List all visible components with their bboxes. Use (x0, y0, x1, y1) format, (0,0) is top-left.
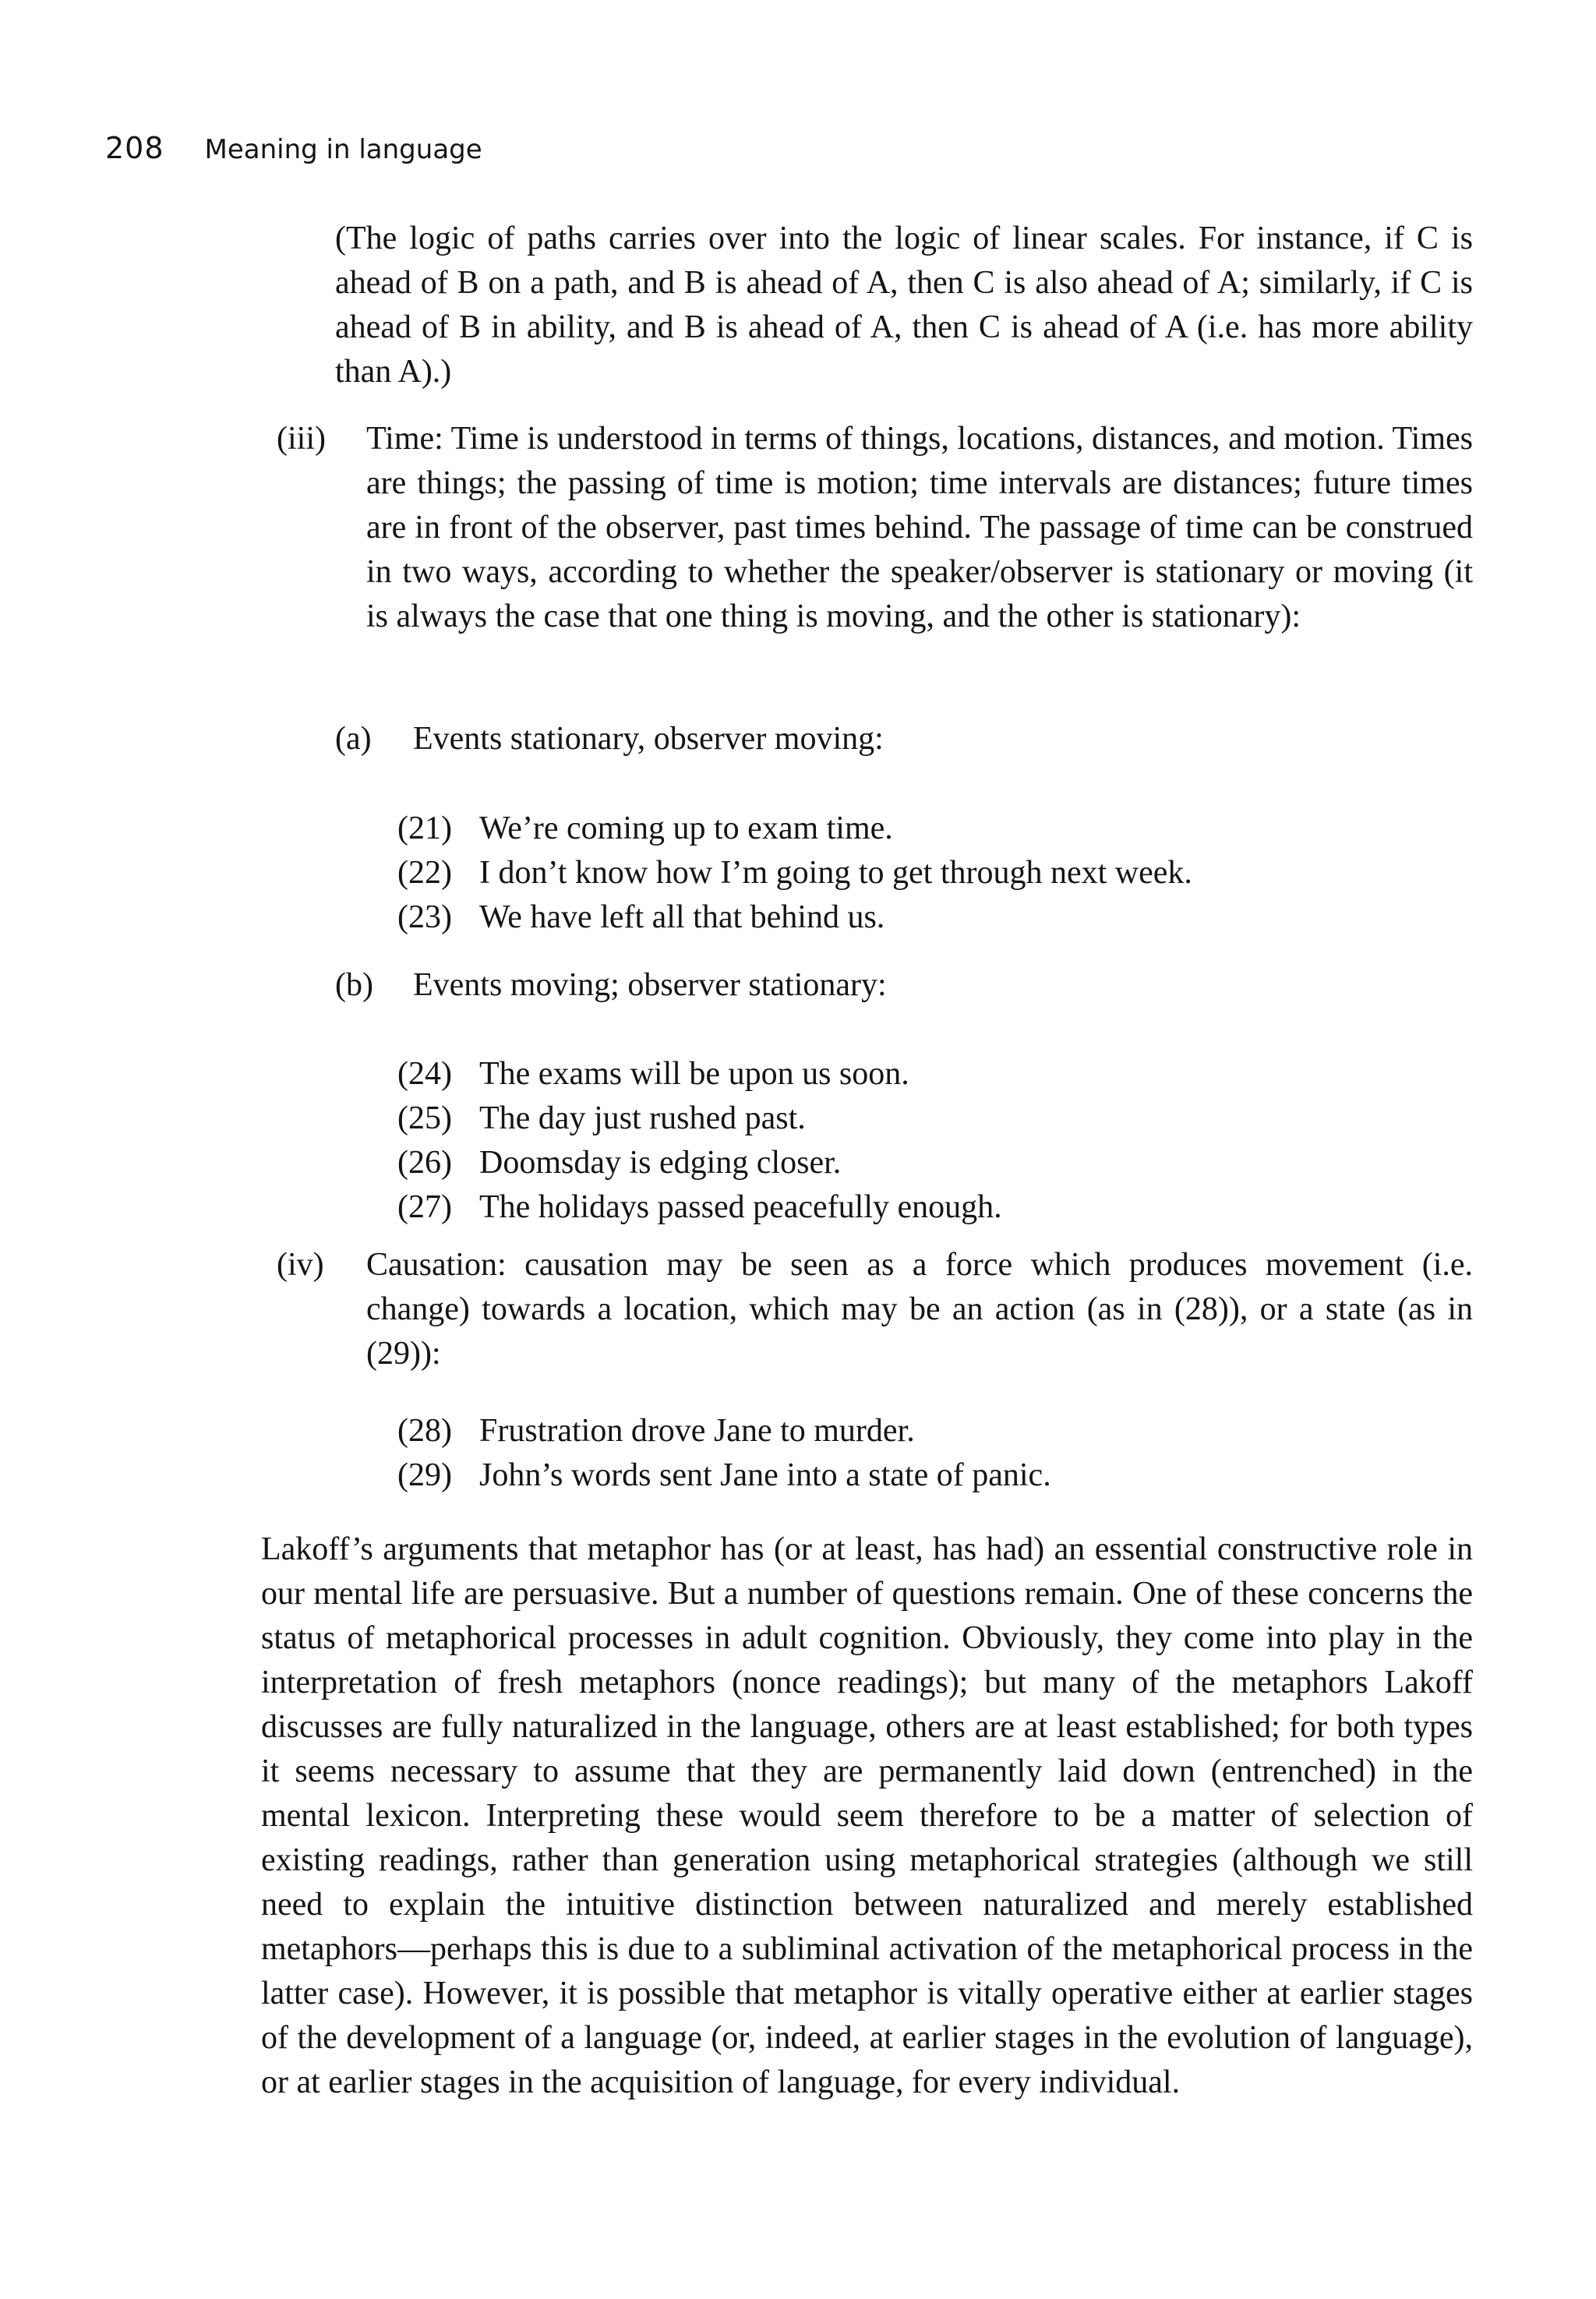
sub-heading-label: (a) (335, 721, 372, 757)
example-number: (24) (397, 1056, 452, 1092)
example-number: (23) (397, 899, 452, 935)
example-text: We’re coming up to exam time. (479, 810, 893, 846)
example-row (397, 851, 1473, 895)
example-number: (21) (397, 810, 452, 846)
sub-heading-text: Events moving; observer stationary: (413, 967, 887, 1003)
example-row (397, 1097, 1473, 1141)
sub-heading-a (335, 717, 884, 761)
example-row (397, 1409, 1473, 1453)
example-text: The holidays passed peacefully enough. (479, 1189, 1002, 1225)
sub-heading-text: Events stationary, observer moving: (413, 721, 884, 757)
example-text: We have left all that behind us. (479, 899, 885, 935)
running-head: Meaning in language (204, 134, 482, 165)
sub-heading-b (335, 963, 887, 1008)
example-number: (26) (397, 1145, 452, 1181)
example-row (397, 895, 1473, 940)
list-item-text: Causation: causation may be seen as a force which produces movement (i.e. change) towards a location, which may be an action (as in (28)), or a state (as in (29)): (366, 1247, 1473, 1372)
example-row (397, 1453, 1473, 1498)
list-item-label: (iii) (277, 421, 326, 457)
examples-group-a (397, 807, 1473, 940)
example-row (397, 1052, 1473, 1097)
sub-heading-label: (b) (335, 967, 373, 1003)
paragraph-lakoff-arguments: Lakoff’s arguments that metaphor has (or at least, has had) an essential constructive role in our mental life are persuasive. But a number of questions remain. One of these concerns the status of metaphorical processes in adult cognition. Obviously, they come into play in the interpretation of fresh metaphors (nonce readings); but many of the metaphors Lakoff discusses are fully naturalized in the language, others are at least established; for both types it seems necessary to assume that they are permanently laid down (entrenched) in the mental lexicon. Interpreting these would seem therefore to be a matter of selection of existing readings, rather than generation using metaphorical strategies (although we still need to explain the intuitive distinction between naturalized and merely established metaphors—perhaps this is due to a subliminal activation of the metaphorical process in the latter case). However, it is possible that metaphor is vitally operative either at earlier stages of the development of a language (or, indeed, at earlier stages in the evolution of language), or at earlier stages in the acquisition of language, for every individual. (261, 1531, 1473, 2100)
list-item-text: Time: Time is understood in terms of things, locations, distances, and motion. Times are things; the passing of time is motion; time intervals are distances; future times are in front of the observer, past times behind. The passage of time can be construed in two ways, according to whether the speaker/observer is stationary or moving (it is always the case that one thing is moving, and the other is stationary): (366, 421, 1473, 634)
example-number: (27) (397, 1189, 452, 1225)
example-text: John’s words sent Jane into a state of panic. (479, 1457, 1051, 1493)
paragraph-logic-of-paths: (The logic of paths carries over into the logic of linear scales. For instance, if C is ahead of B on a path, and B is ahead of A, then C is also ahead of A; similarly, if C is ahead of B in ability, and B is ahead of A, then C is ahead of A (i.e. has more ability than A).) (335, 221, 1473, 390)
examples-group-b (397, 1052, 1473, 1230)
example-row (397, 1185, 1473, 1230)
example-row (397, 807, 1473, 851)
example-number: (22) (397, 855, 452, 891)
example-text: Doomsday is edging closer. (479, 1145, 842, 1181)
example-text: The exams will be upon us soon. (479, 1056, 909, 1092)
example-number: (29) (397, 1457, 452, 1493)
example-text: The day just rushed past. (479, 1100, 806, 1136)
examples-group-c (397, 1409, 1473, 1498)
page-header (105, 131, 482, 178)
example-text: Frustration drove Jane to murder. (479, 1413, 915, 1449)
example-number: (25) (397, 1100, 452, 1136)
example-number: (28) (397, 1413, 452, 1449)
example-text: I don’t know how I’m going to get through next week. (479, 855, 1192, 891)
page-number: 208 (105, 131, 164, 165)
example-row (397, 1141, 1473, 1185)
list-item-label: (iv) (277, 1247, 324, 1283)
